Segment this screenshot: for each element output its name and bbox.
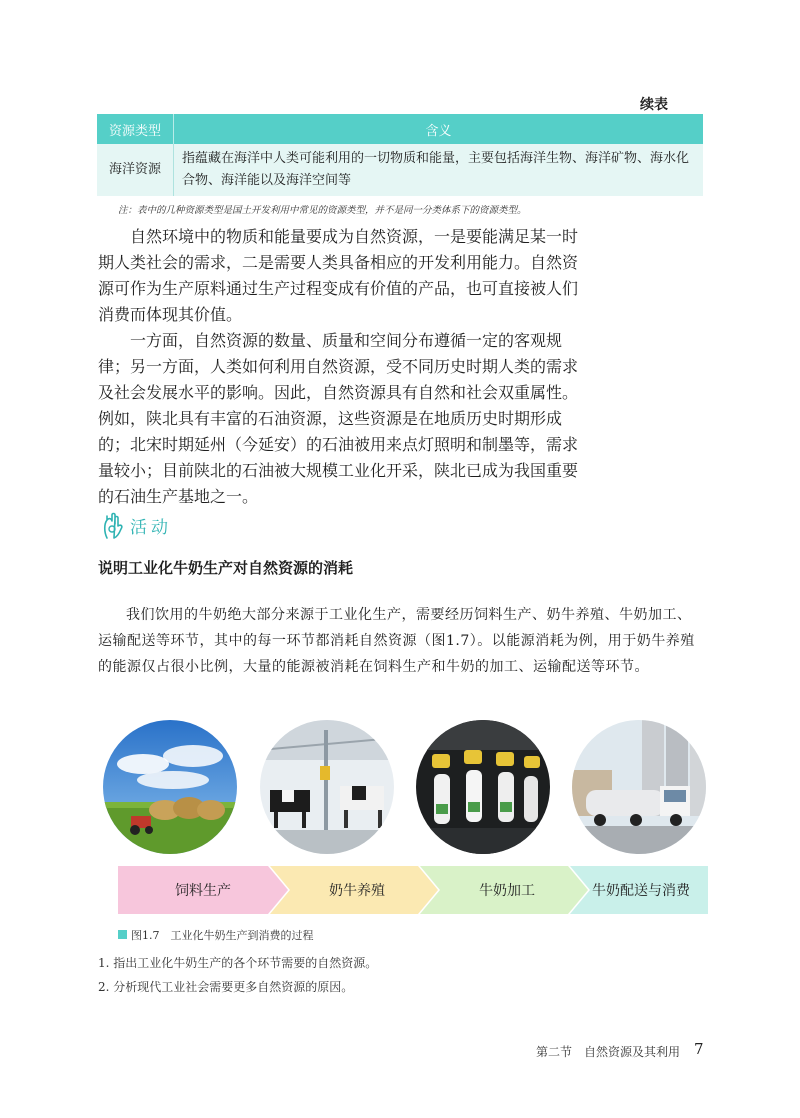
activity-hand-icon [101, 512, 127, 540]
continued-label: 续表 [640, 97, 668, 113]
question-1: 1. 指出工业化牛奶生产的各个环节需要的自然资源。 [98, 956, 378, 970]
flow-label-feed: 饲料生产 [175, 883, 231, 899]
flow-label-delivery: 牛奶配送与消费 [592, 883, 690, 899]
table-note: 注：表中的几种资源类型是国土开发利用中常见的资源类型，并不是同一分类体系下的资源类型。 [118, 205, 527, 216]
photo-dairy-farming [260, 720, 394, 854]
footer-section-title: 第二节 自然资源及其利用 [536, 1045, 681, 1059]
photo-feed-production [103, 720, 237, 854]
activity-text: 我们饮用的牛奶绝大部分来源于工业化生产，需要经历饲料生产、奶牛养殖、牛奶加工、运输配送等环节，其中的每一环节都消耗自然资源（图1.7）。以能源消耗为例，用于奶牛养殖的能源仅占很小比例，大量的能源被消耗在饲料生产和牛奶的加工、运输配送等环节。 [98, 607, 695, 675]
activity-heading: 说明工业化牛奶生产对自然资源的消耗 [98, 559, 354, 577]
table-header-type: 资源类型 [97, 114, 174, 144]
resource-table [97, 114, 703, 196]
table-header-meaning: 含义 [174, 114, 704, 144]
table-cell-type: 海洋资源 [97, 144, 174, 196]
activity-title: 活动 [130, 518, 172, 538]
photo-milk-delivery [572, 720, 706, 854]
question-2: 2. 分析现代工业社会需要更多自然资源的原因。 [98, 980, 354, 994]
table-cell-meaning: 指蕴藏在海洋中人类可能利用的一切物质和能量，主要包括海洋生物、海洋矿物、海水化合物、海洋能以及海洋空间等 [174, 144, 704, 196]
photo-milk-processing [416, 720, 550, 854]
flow-label-processing: 牛奶加工 [479, 883, 535, 899]
body-paragraph-2: 一方面，自然资源的数量、质量和空间分布遵循一定的客观规律；另一方面，人类如何利用自然资源，受不同历史时期人类的需求及社会发展水平的影响。因此，自然资源具有自然和社会双重属性。例如，陕北具有丰富的石油资源，这些资源是在地质历史时期形成的；北宋时期延州（今延安）的石油被用来点灯照明和制墨等，需求量较小；目前陕北的石油被大规模工业化开采，陕北已成为我国重要的石油生产基地之一。 [98, 331, 579, 506]
figure-caption: 图1.7 工业化牛奶生产到消费的过程 [131, 929, 314, 942]
table-row [97, 144, 703, 196]
page-number: 7 [694, 1040, 704, 1058]
figure-marker [118, 930, 127, 939]
flow-label-farming: 奶牛养殖 [329, 883, 385, 899]
body-paragraph-1: 自然环境中的物质和能量要成为自然资源，一是要能满足某一时期人类社会的需求，二是需要人类具备相应的开发利用能力。自然资源可作为生产原料通过生产过程变成有价值的产品，也可直接被人们消费而体现其价值。 [98, 227, 579, 324]
